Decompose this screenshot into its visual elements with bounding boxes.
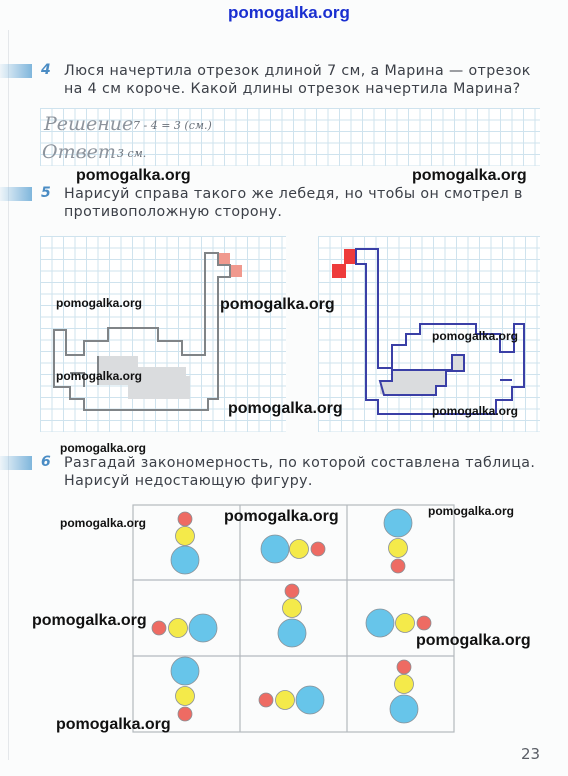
small-red-circle — [311, 542, 325, 556]
small-red-circle — [178, 512, 192, 526]
table-figures — [152, 509, 431, 723]
task6-number: 6 — [41, 454, 51, 470]
large-blue-circle — [189, 614, 217, 642]
medium-yellow-circle — [290, 540, 309, 559]
small-red-circle — [178, 707, 192, 721]
cell-r3c3-figure — [390, 660, 418, 723]
large-blue-circle — [261, 535, 289, 563]
medium-yellow-circle — [396, 614, 415, 633]
large-blue-circle — [278, 619, 306, 647]
answer-value: 3 см. — [117, 147, 147, 160]
small-red-circle — [397, 660, 411, 674]
task5-text-line1: Нарисуй справа такого же лебедя, но чтобы он смотрел в — [64, 186, 523, 202]
cell-r1c2-figure — [261, 535, 325, 563]
medium-yellow-circle — [283, 599, 302, 618]
cell-r1c3-figure — [384, 509, 412, 573]
large-blue-circle — [296, 686, 324, 714]
cell-r1c1-figure — [171, 512, 199, 574]
medium-yellow-circle — [389, 539, 408, 558]
small-red-circle — [152, 621, 166, 635]
task6-text-line1: Разгадай закономерность, по которой составлена таблица. — [64, 455, 536, 471]
watermark: pomogalka.org — [432, 329, 519, 343]
watermark: pomogalka.org — [56, 296, 143, 310]
large-blue-circle — [384, 509, 412, 537]
medium-yellow-circle — [176, 527, 195, 546]
watermark: pomogalka.org — [76, 167, 191, 184]
large-blue-circle — [171, 546, 199, 574]
cell-r3c1-figure — [171, 657, 199, 721]
watermark: pomogalka.org — [432, 404, 519, 418]
small-red-circle — [285, 584, 299, 598]
task5-text-line2: противоположную сторону. — [64, 204, 283, 220]
small-red-circle — [259, 693, 273, 707]
cell-r2c2-figure — [278, 584, 306, 647]
medium-yellow-circle — [169, 619, 188, 638]
watermark-top: pomogalka.org — [228, 3, 350, 22]
task4-text-line2: на 4 см короче. Какой длины отрезок начертила Марина? — [64, 81, 521, 97]
watermark: pomogalka.org — [228, 400, 343, 417]
medium-yellow-circle — [176, 687, 195, 706]
watermark: pomogalka.org — [428, 504, 515, 518]
watermark: pomogalka.org — [416, 632, 531, 649]
cell-r2c1-figure — [152, 614, 217, 642]
answer-label: Ответ — [42, 141, 116, 163]
page-number: 23 — [521, 745, 541, 763]
task4-text-line1: Люся начертила отрезок длиной 7 см, а Марина — отрезок — [64, 63, 531, 79]
watermark: pomogalka.org — [56, 716, 171, 733]
solution-value: 7 - 4 = 3 (см.) — [133, 119, 212, 132]
watermark: pomogalka.org — [60, 516, 147, 530]
large-blue-circle — [171, 657, 199, 685]
small-red-circle — [391, 559, 405, 573]
medium-yellow-circle — [395, 675, 414, 694]
solution-label: Решение — [44, 113, 134, 135]
task6-text-line2: Нарисуй недостающую фигуру. — [64, 473, 313, 489]
watermark: pomogalka.org — [56, 369, 143, 383]
cell-r3c2-figure — [259, 686, 324, 714]
task4-number: 4 — [41, 62, 51, 78]
watermark: pomogalka.org — [32, 612, 147, 629]
watermark: pomogalka.org — [60, 441, 147, 455]
task5-number: 5 — [41, 185, 51, 201]
watermark: pomogalka.org — [412, 167, 527, 184]
small-red-circle — [417, 616, 431, 630]
large-blue-circle — [366, 609, 394, 637]
medium-yellow-circle — [276, 691, 295, 710]
watermark: pomogalka.org — [224, 508, 339, 525]
large-blue-circle — [390, 695, 418, 723]
watermark: pomogalka.org — [220, 296, 335, 313]
